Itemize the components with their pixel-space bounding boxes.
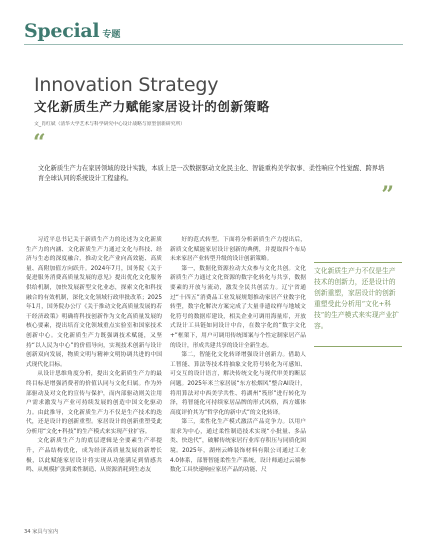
open-quote-mark: “	[33, 130, 46, 156]
page-footer: 34 家具与室内	[24, 529, 59, 535]
sidenote-divider-bottom	[314, 346, 402, 347]
title-chinese: 文化新质生产力赋能家居设计的创新策略	[34, 99, 270, 114]
section-label: Special	[24, 20, 100, 42]
sidenote-divider-top	[314, 262, 402, 263]
body-column-left	[26, 236, 162, 476]
body-paragraph: 第一，数据化资源拉动大众参与文化共创。文化新质生产力通过文化资源的数字化转化与共享，数据要素的开放与流动，激发全民共创活力。辽宁省通过“十四五”消费品工业发展规划推动家居产业数字化转型，数字化解决方案完成了大量非遗纹样与地域文化符号的数据库建设，相关企业可调用海量库，开放式设计工具链如同设计中台，在数字化的“数字文化+”框架下，用户可调用传统图案与个性定制家居产品的设计，形成共建共享的设计全新生态。	[170, 265, 306, 349]
body-paragraph: 第三，柔性化生产模式激活产品竞争力。以用户需求为中心，通过柔性制造技术实现“小批量、多品类、快迭代”，破解传统家居行业库存积压与同质化困境。2025年，湖州云峰装饰材料有限公司通过工业4.0体系，部署智能柔性生产系统，设计师通过云端参数化工具快速响应家居产品的功能、尺	[170, 419, 306, 474]
body-paragraph: 文化新质生产力的底层逻辑是全要素生产率提升，产品结构优化，成为经济高质量发展的新增长极，以此赋能家居设计将实现从功能满足到情感共鸣、从规模扩张到柔性制造、从资源消耗到生态友	[26, 438, 162, 474]
body-paragraph: 习近平总书记关于新质生产力的论述为文化新质生产力的内涵、文化新质生产力通过文化与科技、经济与生态的深度融合，推动文化产业向高效能、高质量、高附加值方向跃升。2024年7月，国务院《关于促进服务消费高质量发展的意见》提出优化文化服务供给机制，加快发展新型文化业态，探索文化和科技融合的有效机制，深化文化领域行政审批改革；2025年1月，国务院办公厅《关于推动文化高质量发展的若干经济政策》明确将科技创新作为文化高质量发展的核心要素，提出培育文化领域重点实验室和国家技术创新中心。文化新质生产力既强调技术赋能，又坚持“以人民为中心”的价值导向，实现技术创新与设计创新双向发展，物质文明与精神文明协调共进的中国式现代化目标。	[26, 237, 162, 368]
body-paragraph: 从设计思维角度分析，提出文化新质生产力的最终目标是增强消费者的价值认同与文化归属。作为外部驱动及对文化的宣传与保护，而内部驱动则关注用户需求激发与产业可持续发展的创造中国文化驱动力。由此推导，文化新质生产力不仅是生产技术的迭代，还是设计的创新重塑。家居设计的创新重塑受此分析用“文化+科技”的生产模式来实现产业扩容。	[26, 371, 162, 435]
header-divider	[24, 44, 403, 45]
section-tag: 专题	[102, 30, 121, 40]
abstract-text: 文化新质生产力在家居领域的设计实践，本质上是一次数据驱动文化民主化、智能重构美学叙事、柔性响应个性觉醒、跨界培育全球认同的系统设计工程建构。	[38, 165, 385, 182]
pull-quote-sidenote: 文化新质生产力不仅是生产技术的创新力，还是设计的创新重塑，家居设计的创新重塑受此分析用“文化+科技”的生产模式来实现产业扩容。	[314, 267, 400, 330]
body-paragraph: 第二，智能化文化转译增强设计创新力。借助人工智能、算法等技术将抽象文化符号转化为可感知、可交互的设计语言，解决传统文化与现代审美的断层问题。2025年米兰家居展“东方松烟风”整合AI设计，将用算法对中西美学共性、将湖州“筏形”进行转化为泽，将智能化可持续家居品牌的形式风格，西方媒体高度评价其为“哲学化的新中式”的文化转译。	[170, 352, 306, 416]
section-header	[24, 20, 120, 42]
close-quote-mark: ”	[381, 182, 394, 208]
author-line: 文_肖红斌（清华大学艺术与科学研究中心设计战略与原型创新研究所）	[34, 122, 186, 127]
body-column-middle	[170, 236, 306, 476]
body-paragraph: 好的范式转型。下面将分析新质生产力提出后，新质文化赋能家居设计创新的典例，并提取四个布局未来家居产业转型升级的设计创新策略。	[170, 237, 306, 263]
title-english: Innovation Strategy	[34, 74, 219, 96]
